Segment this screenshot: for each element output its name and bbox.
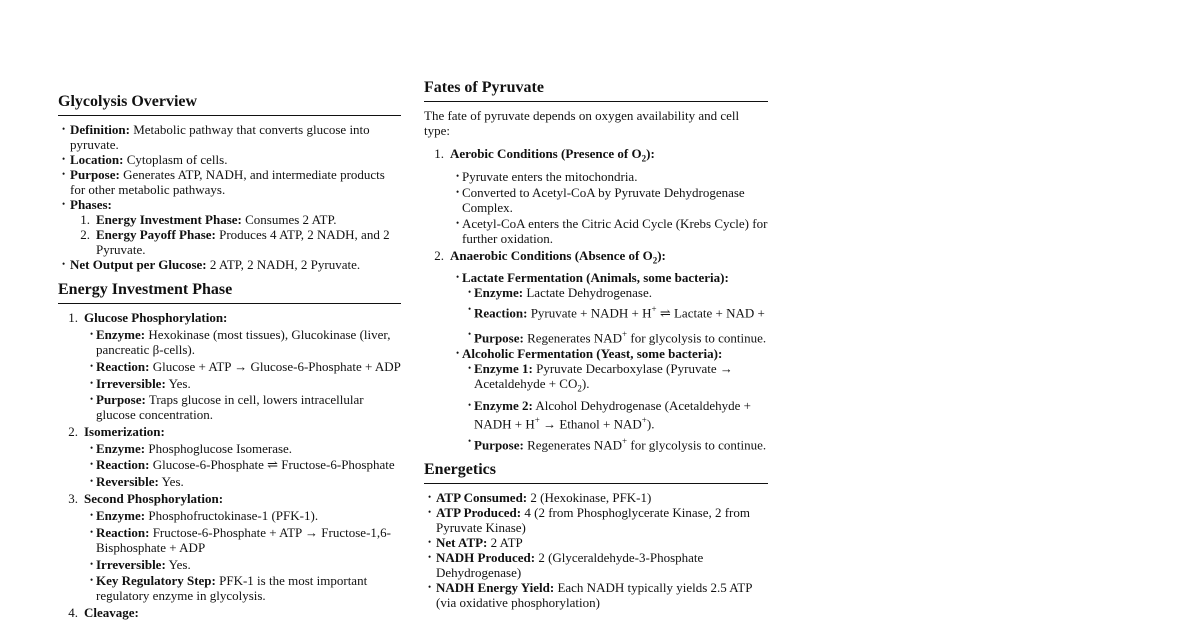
energetics-section bbox=[424, 460, 768, 610]
list-item: • Reversible: Yes. bbox=[84, 474, 401, 489]
list-item: • Purpose: Regenerates NAD+ for glycolysis to continue. bbox=[462, 434, 768, 452]
list-item: • Converted to Acetyl-CoA by Pyruvate Dehydrogenase Complex. bbox=[450, 185, 768, 215]
glycolysis-overview-section bbox=[58, 92, 401, 272]
list-item: • Net ATP: 2 ATP bbox=[424, 535, 768, 550]
left-column bbox=[58, 92, 401, 620]
phases-list bbox=[70, 212, 401, 257]
fates-of-pyruvate-section bbox=[424, 78, 768, 452]
list-item: • Enzyme 1: Pyruvate Decarboxylase (Pyruvate → Acetaldehyde + $CO_2$). bbox=[462, 361, 768, 397]
list-item: • Purpose: Traps glucose in cell, lowers intracellular glucose concentration. bbox=[84, 392, 401, 422]
list-item: • Location: Cytoplasm of cells. bbox=[58, 152, 401, 167]
list-item: • NADH Produced: 2 (Glyceraldehyde-3-Phosphate Dehydrogenase) bbox=[424, 550, 768, 580]
list-item: • Key Regulatory Step: PFK-1 is the most important regulatory enzyme in glycolysis. bbox=[84, 573, 401, 603]
list-item: • Net Output per Glucose: 2 ATP, 2 NADH, 2 Pyruvate. bbox=[58, 257, 401, 272]
list-item: • Lactate Fermentation (Animals, some bacteria): • Enzyme: Lactate Dehydrogenase. • Reaction: Pyruvate + NADH + H+ ⇌ Lactate + NAD + • Purpose: Regenerates NAD+ for glycolysis to continue. bbox=[450, 270, 768, 345]
pyruvate-conditions bbox=[424, 146, 768, 452]
list-item: • Reaction: Glucose + ATP → Glucose-6-Phosphate + ADP bbox=[84, 359, 401, 374]
list-item: 2. Isomerization: • Enzyme: Phosphoglucose Isomerase. • Reaction: Glucose-6-Phosphate ⇌ Fructose-6-Phosphate • Reversible: Yes. bbox=[58, 424, 401, 489]
list-item: • ATP Produced: 4 (2 from Phosphoglycerate Kinase, 2 from Pyruvate Kinase) bbox=[424, 505, 768, 535]
list-item: • Irreversible: Yes. bbox=[84, 557, 401, 572]
fates-of-pyruvate-heading: Fates of Pyruvate bbox=[424, 78, 768, 102]
list-item: 2. Anaerobic Conditions (Absence of $O_2$): • Lactate Fermentation (Animals, some bacteria): • Enzyme: Lactate Dehydrogenase. • Reaction: Pyruvate + NADH + H+ ⇌ Lactate + NAD + • Purpose: Regenerates NAD+ for glycolysis to continue. • Alcoholic Fermentation (Yeast, some bacteria): • Enzyme 1: Pyruvate Decarboxylase (Pyruvate → Acetaldehyde + $CO_2$). • Enzyme 2: Alcohol Dehydrogenase (Acetaldehyde + NADH + H+ → Ethanol + NAD+). • Purpose: Regenerates NAD+ for glycolysis to continue. bbox=[424, 248, 768, 453]
overview-list bbox=[58, 122, 401, 272]
pyruvate-intro: The fate of pyruvate depends on oxygen availability and cell type: bbox=[424, 108, 740, 138]
energetics-list bbox=[424, 490, 768, 610]
list-item: • Enzyme: Hexokinase (most tissues), Glucokinase (liver, pancreatic β-cells). bbox=[84, 327, 401, 357]
list-item: • Reaction: Pyruvate + NADH + H+ ⇌ Lactate + NAD + bbox=[462, 302, 768, 320]
energy-investment-heading: Energy Investment Phase bbox=[58, 280, 401, 304]
list-item: • Definition: Metabolic pathway that converts glucose into pyruvate. bbox=[58, 122, 401, 152]
list-item: • Purpose: Generates ATP, NADH, and intermediate products for other metabolic pathways. bbox=[58, 167, 401, 197]
list-item: • Reaction: Glucose-6-Phosphate ⇌ Fructose-6-Phosphate bbox=[84, 457, 401, 472]
list-item: • ATP Consumed: 2 (Hexokinase, PFK-1) bbox=[424, 490, 768, 505]
list-item: • NADH Energy Yield: Each NADH typically yields 2.5 ATP (via oxidative phosphorylation) bbox=[424, 580, 768, 610]
energy-investment-section bbox=[58, 280, 401, 620]
list-item: • Irreversible: Yes. bbox=[84, 376, 401, 391]
right-column bbox=[424, 78, 768, 610]
list-item: • Pyruvate enters the mitochondria. bbox=[450, 169, 768, 184]
list-item: • Enzyme: Phosphoglucose Isomerase. bbox=[84, 441, 401, 456]
list-item: • Enzyme: Lactate Dehydrogenase. bbox=[462, 285, 768, 300]
list-item: 1. Glucose Phosphorylation: • Enzyme: Hexokinase (most tissues), Glucokinase (liver, pancreatic β-cells). • Reaction: Glucose + ATP → Glucose-6-Phosphate + ADP • Irreversible: Yes. • Purpose: Traps glucose in cell, lowers intracellular glucose concentration. bbox=[58, 310, 401, 422]
list-item: • Enzyme: Phosphofructokinase-1 (PFK-1). bbox=[84, 508, 401, 523]
list-item: • Phases: 1. Energy Investment Phase: Consumes 2 ATP. 2. Energy Payoff Phase: Produces 4 ATP, 2 NADH, and 2 Pyruvate. bbox=[58, 197, 401, 257]
list-item: 4. Cleavage: bbox=[68, 605, 139, 620]
list-item: 3. Second Phosphorylation: • Enzyme: Phosphofructokinase-1 (PFK-1). • Reaction: Fructose-6-Phosphate + ATP → Fructose-1,6-Bisphosphate + ADP • Irreversible: Yes. • Key Regulatory Step: PFK-1 is the most important regulatory enzyme in glycolysis. bbox=[58, 491, 401, 603]
list-item: • Reaction: Fructose-6-Phosphate + ATP → Fructose-1,6-Bisphosphate + ADP bbox=[84, 525, 401, 555]
list-item: • Acetyl-CoA enters the Citric Acid Cycle (Krebs Cycle) for further oxidation. bbox=[450, 216, 768, 246]
energetics-heading: Energetics bbox=[424, 460, 768, 484]
list-item: • Enzyme 2: Alcohol Dehydrogenase (Acetaldehyde + NADH + H+ → Ethanol + NAD+). bbox=[462, 398, 768, 431]
list-item: • Purpose: Regenerates NAD+ for glycolysis to continue. bbox=[462, 327, 768, 345]
glycolysis-overview-heading: Glycolysis Overview bbox=[58, 92, 401, 116]
list-item: • Alcoholic Fermentation (Yeast, some bacteria): • Enzyme 1: Pyruvate Decarboxylase (Pyruvate → Acetaldehyde + $CO_2$). • Enzyme 2: Alcohol Dehydrogenase (Acetaldehyde + NADH + H+ → Ethanol + NAD+). • Purpose: Regenerates NAD+ for glycolysis to continue. bbox=[450, 346, 768, 452]
investment-steps bbox=[58, 310, 401, 620]
list-item: 1. Aerobic Conditions (Presence of $O_2$): • Pyruvate enters the mitochondria. • Converted to Acetyl-CoA by Pyruvate Dehydrogenase Complex. • Acetyl-CoA enters the Citric Acid Cycle (Krebs Cycle) for further oxidation. bbox=[424, 146, 768, 246]
list-item: 2. Energy Payoff Phase: Produces 4 ATP, 2 NADH, and 2 Pyruvate. bbox=[80, 227, 390, 257]
list-item: 1. Energy Investment Phase: Consumes 2 ATP. bbox=[80, 212, 337, 227]
